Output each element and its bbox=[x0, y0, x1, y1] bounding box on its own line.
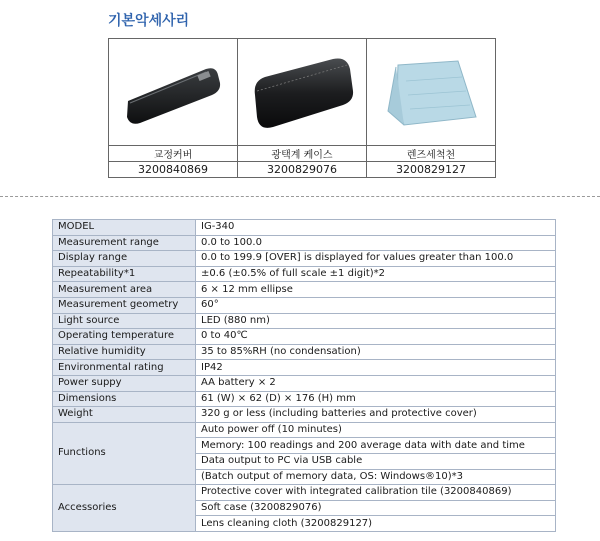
spec-value: 0.0 to 199.9 [OVER] is displayed for values greater than 100.0 bbox=[196, 251, 556, 267]
accessory-image-cell bbox=[238, 39, 367, 146]
spec-value: 60° bbox=[196, 297, 556, 313]
spec-value: 61 (W) × 62 (D) × 176 (H) mm bbox=[196, 391, 556, 407]
functions-value: Data output to PC via USB cable bbox=[196, 453, 556, 469]
accessory-image-cell bbox=[109, 39, 238, 146]
accessory-code: 3200840869 bbox=[109, 162, 238, 178]
spec-label: Repeatability*1 bbox=[53, 266, 196, 282]
spec-row bbox=[53, 329, 556, 345]
functions-value: (Batch output of memory data, OS: Windows®10)*3 bbox=[196, 469, 556, 485]
spec-row bbox=[53, 360, 556, 376]
spec-row-functions bbox=[53, 422, 556, 438]
spec-row bbox=[53, 282, 556, 298]
spec-row bbox=[53, 235, 556, 251]
accessory-code: 3200829127 bbox=[367, 162, 496, 178]
spec-label: Dimensions bbox=[53, 391, 196, 407]
accessory-name: 교정커버 bbox=[109, 146, 238, 162]
accessory-code: 3200829076 bbox=[238, 162, 367, 178]
spec-label: MODEL bbox=[53, 220, 196, 236]
section-divider bbox=[0, 196, 600, 197]
calibration-cover-image bbox=[118, 51, 228, 131]
spec-value: 0 to 40℃ bbox=[196, 329, 556, 345]
spec-value: AA battery × 2 bbox=[196, 375, 556, 391]
spec-row bbox=[53, 251, 556, 267]
spec-row bbox=[53, 220, 556, 236]
spec-row bbox=[53, 407, 556, 423]
spec-row bbox=[53, 297, 556, 313]
spec-label: Light source bbox=[53, 313, 196, 329]
accessories-table bbox=[108, 38, 496, 178]
accessories-value: Protective cover with integrated calibration tile (3200840869) bbox=[196, 485, 556, 501]
spec-value: LED (880 nm) bbox=[196, 313, 556, 329]
spec-label: Operating temperature bbox=[53, 329, 196, 345]
accessory-name: 광택계 케이스 bbox=[238, 146, 367, 162]
accessories-value: Soft case (3200829076) bbox=[196, 500, 556, 516]
spec-row bbox=[53, 391, 556, 407]
spec-label: Power suppy bbox=[53, 375, 196, 391]
spec-value: IP42 bbox=[196, 360, 556, 376]
spec-label: Relative humidity bbox=[53, 344, 196, 360]
spec-label: Environmental rating bbox=[53, 360, 196, 376]
spec-row bbox=[53, 375, 556, 391]
lens-cloth-image bbox=[376, 51, 486, 131]
functions-value: Auto power off (10 minutes) bbox=[196, 422, 556, 438]
accessories-value: Lens cleaning cloth (3200829127) bbox=[196, 516, 556, 532]
spec-value: 0.0 to 100.0 bbox=[196, 235, 556, 251]
spec-label: Measurement range bbox=[53, 235, 196, 251]
spec-value: 320 g or less (including batteries and protective cover) bbox=[196, 407, 556, 423]
accessories-section-title: 기본악세사리 bbox=[108, 13, 190, 29]
accessory-name: 렌즈세척천 bbox=[367, 146, 496, 162]
spec-row bbox=[53, 266, 556, 282]
spec-label: Measurement area bbox=[53, 282, 196, 298]
spec-label: Weight bbox=[53, 407, 196, 423]
specifications-table bbox=[52, 219, 556, 532]
soft-case-image bbox=[247, 51, 357, 131]
spec-row bbox=[53, 344, 556, 360]
functions-value: Memory: 100 readings and 200 average data with date and time bbox=[196, 438, 556, 454]
spec-value: ±0.6 (±0.5% of full scale ±1 digit)*2 bbox=[196, 266, 556, 282]
accessory-image-cell bbox=[367, 39, 496, 146]
functions-label: Functions bbox=[53, 422, 196, 484]
spec-value: 6 × 12 mm ellipse bbox=[196, 282, 556, 298]
accessories-label: Accessories bbox=[53, 485, 196, 532]
spec-value: 35 to 85%RH (no condensation) bbox=[196, 344, 556, 360]
spec-value: IG-340 bbox=[196, 220, 556, 236]
spec-label: Display range bbox=[53, 251, 196, 267]
spec-row bbox=[53, 313, 556, 329]
spec-label: Measurement geometry bbox=[53, 297, 196, 313]
spec-row-accessories bbox=[53, 485, 556, 501]
